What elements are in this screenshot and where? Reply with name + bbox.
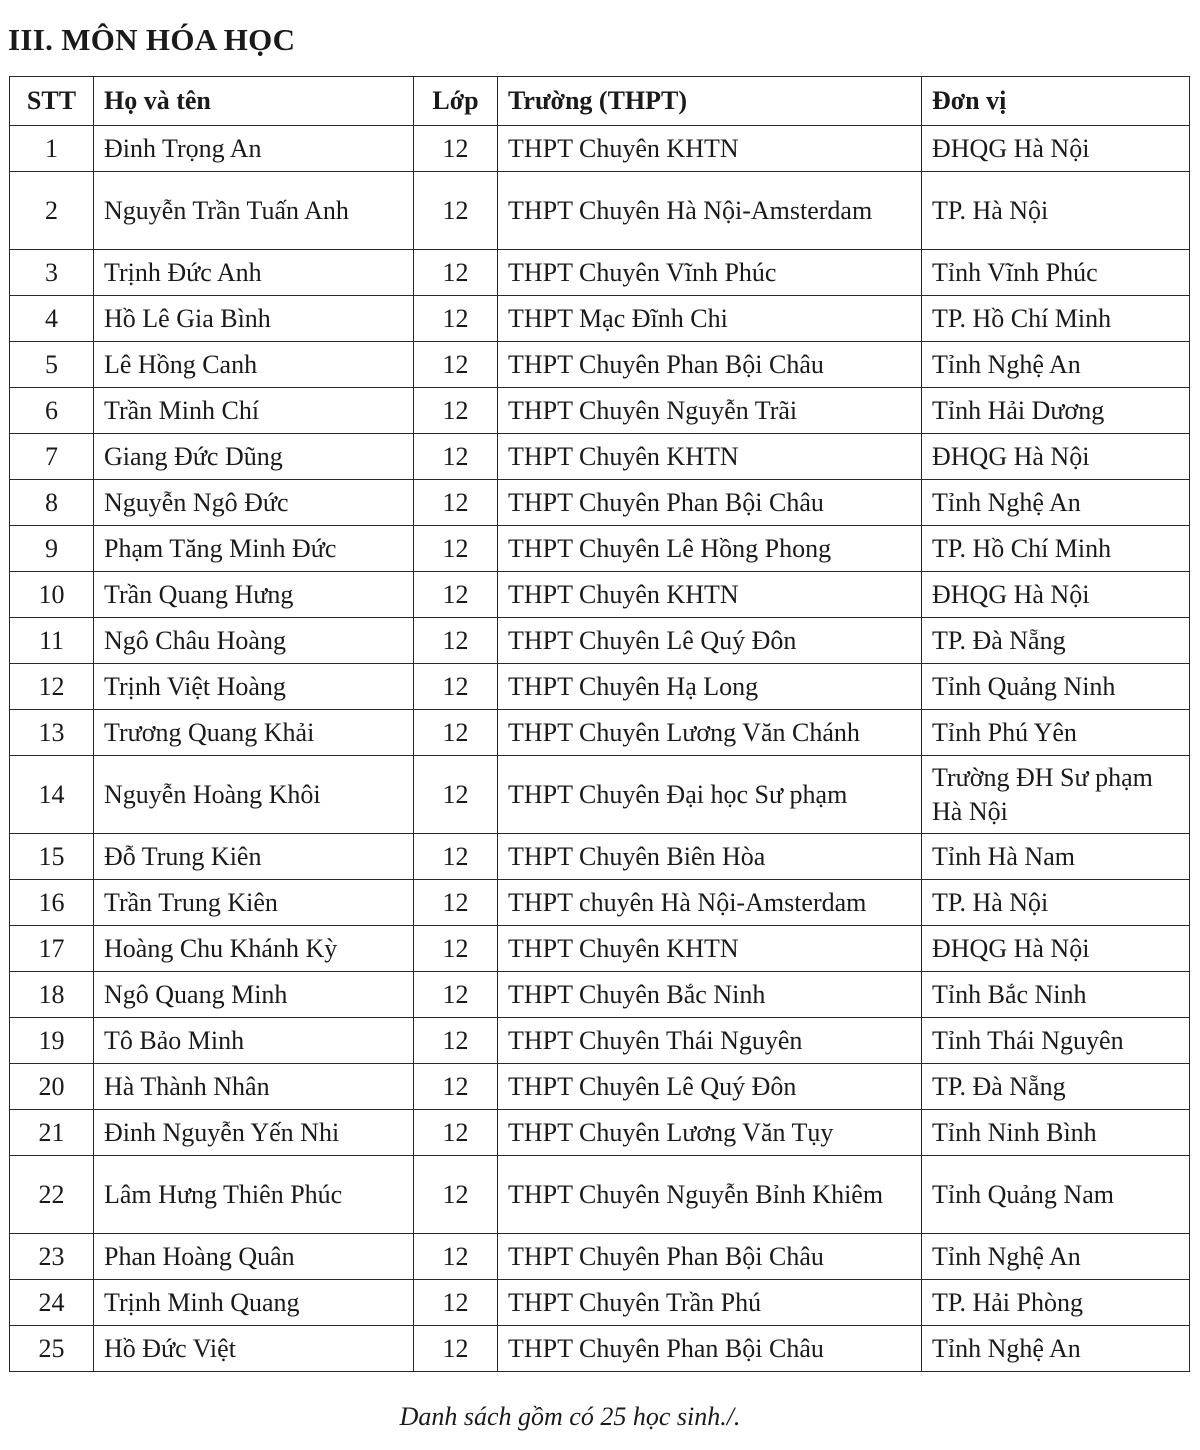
cell-name: Lâm Hưng Thiên Phúc [94, 1156, 414, 1234]
cell-stt: 22 [10, 1156, 94, 1234]
table-row [10, 880, 1190, 926]
cell-unit: Tỉnh Nghệ An [922, 342, 1190, 388]
cell-stt: 12 [10, 664, 94, 710]
cell-stt: 18 [10, 972, 94, 1018]
cell-grade: 12 [414, 1326, 498, 1372]
cell-name: Nguyễn Ngô Đức [94, 480, 414, 526]
cell-grade: 12 [414, 434, 498, 480]
table-row [10, 664, 1190, 710]
cell-unit: TP. Hồ Chí Minh [922, 296, 1190, 342]
cell-unit: Trường ĐH Sư phạm Hà Nội [922, 756, 1190, 834]
table-header-row [10, 77, 1190, 126]
cell-school: THPT Chuyên Lê Quý Đôn [498, 1064, 922, 1110]
cell-name: Trần Minh Chí [94, 388, 414, 434]
cell-grade: 12 [414, 972, 498, 1018]
cell-grade: 12 [414, 880, 498, 926]
cell-unit: ĐHQG Hà Nội [922, 434, 1190, 480]
table-row [10, 710, 1190, 756]
cell-grade: 12 [414, 1280, 498, 1326]
cell-school: THPT chuyên Hà Nội-Amsterdam [498, 880, 922, 926]
cell-name: Trịnh Đức Anh [94, 250, 414, 296]
cell-school: THPT Chuyên Lương Văn Chánh [498, 710, 922, 756]
cell-grade: 12 [414, 1018, 498, 1064]
cell-school: THPT Chuyên Bắc Ninh [498, 972, 922, 1018]
cell-unit: Tỉnh Quảng Ninh [922, 664, 1190, 710]
cell-unit: TP. Hồ Chí Minh [922, 526, 1190, 572]
table-row [10, 926, 1190, 972]
cell-unit: Tỉnh Nghệ An [922, 1326, 1190, 1372]
cell-name: Ngô Châu Hoàng [94, 618, 414, 664]
cell-stt: 15 [10, 834, 94, 880]
cell-grade: 12 [414, 126, 498, 172]
cell-stt: 4 [10, 296, 94, 342]
cell-grade: 12 [414, 572, 498, 618]
table-row [10, 296, 1190, 342]
cell-name: Tô Bảo Minh [94, 1018, 414, 1064]
table-row [10, 1234, 1190, 1280]
cell-unit: Tỉnh Quảng Nam [922, 1156, 1190, 1234]
cell-unit: TP. Đà Nẵng [922, 1064, 1190, 1110]
cell-grade: 12 [414, 1110, 498, 1156]
cell-name: Phan Hoàng Quân [94, 1234, 414, 1280]
header-name: Họ và tên [94, 77, 414, 126]
cell-stt: 23 [10, 1234, 94, 1280]
cell-name: Lê Hồng Canh [94, 342, 414, 388]
cell-grade: 12 [414, 756, 498, 834]
cell-stt: 9 [10, 526, 94, 572]
cell-stt: 11 [10, 618, 94, 664]
cell-school: THPT Chuyên Biên Hòa [498, 834, 922, 880]
table-row [10, 1326, 1190, 1372]
table-row [10, 250, 1190, 296]
cell-school: THPT Chuyên Phan Bội Châu [498, 1326, 922, 1372]
cell-grade: 12 [414, 664, 498, 710]
cell-stt: 8 [10, 480, 94, 526]
cell-unit: Tỉnh Thái Nguyên [922, 1018, 1190, 1064]
cell-unit: ĐHQG Hà Nội [922, 572, 1190, 618]
cell-unit: ĐHQG Hà Nội [922, 926, 1190, 972]
cell-grade: 12 [414, 296, 498, 342]
cell-school: THPT Chuyên KHTN [498, 572, 922, 618]
cell-name: Trần Quang Hưng [94, 572, 414, 618]
cell-grade: 12 [414, 172, 498, 250]
table-row [10, 834, 1190, 880]
cell-name: Trương Quang Khải [94, 710, 414, 756]
cell-name: Hoàng Chu Khánh Kỳ [94, 926, 414, 972]
cell-school: THPT Chuyên Phan Bội Châu [498, 480, 922, 526]
cell-name: Trịnh Việt Hoàng [94, 664, 414, 710]
cell-school: THPT Mạc Đĩnh Chi [498, 296, 922, 342]
cell-name: Nguyễn Trần Tuấn Anh [94, 172, 414, 250]
table-row [10, 388, 1190, 434]
cell-school: THPT Chuyên Đại học Sư phạm [498, 756, 922, 834]
cell-stt: 6 [10, 388, 94, 434]
table-row [10, 756, 1190, 834]
cell-stt: 16 [10, 880, 94, 926]
cell-stt: 20 [10, 1064, 94, 1110]
cell-school: THPT Chuyên KHTN [498, 434, 922, 480]
cell-stt: 24 [10, 1280, 94, 1326]
cell-name: Hà Thành Nhân [94, 1064, 414, 1110]
table-row [10, 172, 1190, 250]
cell-unit: TP. Đà Nẵng [922, 618, 1190, 664]
cell-name: Ngô Quang Minh [94, 972, 414, 1018]
cell-name: Giang Đức Dũng [94, 434, 414, 480]
cell-grade: 12 [414, 1064, 498, 1110]
cell-unit: Tỉnh Phú Yên [922, 710, 1190, 756]
cell-name: Đinh Nguyễn Yến Nhi [94, 1110, 414, 1156]
cell-school: THPT Chuyên KHTN [498, 926, 922, 972]
cell-unit: Tỉnh Nghệ An [922, 1234, 1190, 1280]
cell-grade: 12 [414, 480, 498, 526]
cell-unit: Tỉnh Hải Dương [922, 388, 1190, 434]
header-unit: Đơn vị [922, 77, 1190, 126]
table-row [10, 480, 1190, 526]
cell-grade: 12 [414, 388, 498, 434]
cell-name: Phạm Tăng Minh Đức [94, 526, 414, 572]
section-title: III. MÔN HÓA HỌC [8, 22, 296, 57]
cell-school: THPT Chuyên Vĩnh Phúc [498, 250, 922, 296]
cell-name: Đỗ Trung Kiên [94, 834, 414, 880]
table-row [10, 126, 1190, 172]
cell-unit: Tỉnh Vĩnh Phúc [922, 250, 1190, 296]
table-row [10, 618, 1190, 664]
header-grade: Lớp [414, 77, 498, 126]
cell-stt: 19 [10, 1018, 94, 1064]
table-row [10, 1018, 1190, 1064]
cell-stt: 10 [10, 572, 94, 618]
cell-grade: 12 [414, 526, 498, 572]
table-row [10, 526, 1190, 572]
cell-stt: 14 [10, 756, 94, 834]
cell-school: THPT Chuyên Phan Bội Châu [498, 1234, 922, 1280]
header-stt: STT [10, 77, 94, 126]
table-body [10, 126, 1190, 1372]
cell-stt: 13 [10, 710, 94, 756]
cell-name: Nguyễn Hoàng Khôi [94, 756, 414, 834]
table-row [10, 1156, 1190, 1234]
table-row [10, 434, 1190, 480]
cell-unit: Tỉnh Ninh Bình [922, 1110, 1190, 1156]
cell-school: THPT Chuyên Nguyễn Trãi [498, 388, 922, 434]
cell-school: THPT Chuyên Thái Nguyên [498, 1018, 922, 1064]
cell-grade: 12 [414, 342, 498, 388]
cell-school: THPT Chuyên KHTN [498, 126, 922, 172]
cell-grade: 12 [414, 618, 498, 664]
table-row [10, 1110, 1190, 1156]
cell-grade: 12 [414, 1156, 498, 1234]
cell-stt: 3 [10, 250, 94, 296]
cell-unit: ĐHQG Hà Nội [922, 126, 1190, 172]
cell-school: THPT Chuyên Nguyễn Bỉnh Khiêm [498, 1156, 922, 1234]
cell-school: THPT Chuyên Lê Hồng Phong [498, 526, 922, 572]
cell-stt: 5 [10, 342, 94, 388]
cell-grade: 12 [414, 926, 498, 972]
cell-name: Hồ Đức Việt [94, 1326, 414, 1372]
cell-unit: TP. Hà Nội [922, 172, 1190, 250]
cell-stt: 21 [10, 1110, 94, 1156]
cell-name: Trần Trung Kiên [94, 880, 414, 926]
table-row [10, 572, 1190, 618]
cell-grade: 12 [414, 834, 498, 880]
cell-grade: 12 [414, 1234, 498, 1280]
cell-school: THPT Chuyên Trần Phú [498, 1280, 922, 1326]
cell-grade: 12 [414, 250, 498, 296]
cell-stt: 2 [10, 172, 94, 250]
cell-unit: TP. Hải Phòng [922, 1280, 1190, 1326]
cell-unit: TP. Hà Nội [922, 880, 1190, 926]
cell-name: Đinh Trọng An [94, 126, 414, 172]
cell-stt: 17 [10, 926, 94, 972]
table-row [10, 972, 1190, 1018]
cell-name: Hồ Lê Gia Bình [94, 296, 414, 342]
cell-school: THPT Chuyên Lê Quý Đôn [498, 618, 922, 664]
table-row [10, 1280, 1190, 1326]
footer-note: Danh sách gồm có 25 học sinh./. [399, 1402, 741, 1431]
cell-school: THPT Chuyên Hạ Long [498, 664, 922, 710]
header-school: Trường (THPT) [498, 77, 922, 126]
cell-stt: 25 [10, 1326, 94, 1372]
table-row [10, 342, 1190, 388]
cell-school: THPT Chuyên Hà Nội-Amsterdam [498, 172, 922, 250]
cell-unit: Tỉnh Bắc Ninh [922, 972, 1190, 1018]
cell-grade: 12 [414, 710, 498, 756]
cell-school: THPT Chuyên Lương Văn Tụy [498, 1110, 922, 1156]
cell-unit: Tỉnh Nghệ An [922, 480, 1190, 526]
cell-stt: 1 [10, 126, 94, 172]
table-row [10, 1064, 1190, 1110]
student-table [9, 76, 1190, 1372]
cell-stt: 7 [10, 434, 94, 480]
cell-name: Trịnh Minh Quang [94, 1280, 414, 1326]
cell-unit: Tỉnh Hà Nam [922, 834, 1190, 880]
cell-school: THPT Chuyên Phan Bội Châu [498, 342, 922, 388]
